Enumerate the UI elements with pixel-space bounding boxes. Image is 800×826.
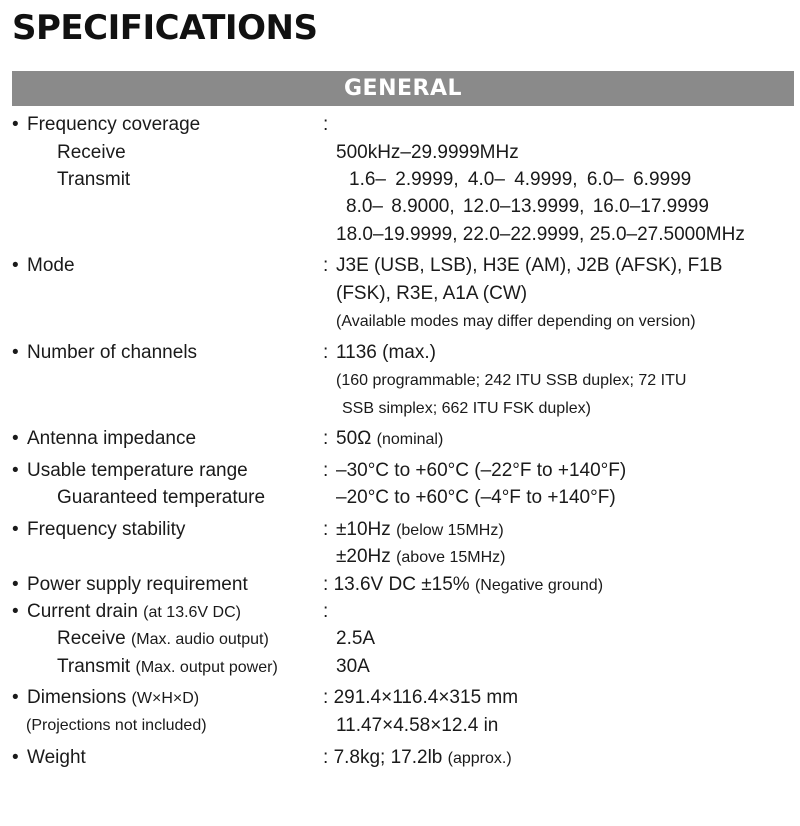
spec-label: • Number of channels <box>12 342 198 363</box>
colon: : <box>323 114 329 135</box>
spec-label: • Current drain (at 13.6V DC) <box>12 601 241 622</box>
channels-value: 1136 (max.) <box>336 342 436 363</box>
spec-label: • Frequency stability <box>12 519 186 540</box>
stability-value: ±10Hz (below 15MHz) <box>336 519 504 540</box>
section-title: GENERAL <box>343 76 462 101</box>
antenna-value: 50Ω (nominal) <box>336 428 444 449</box>
weight-value: : 7.8kg; 17.2lb (approx.) <box>323 747 512 768</box>
colon: : <box>323 342 329 363</box>
stability-value: ±20Hz (above 15MHz) <box>336 546 506 567</box>
spec-label: • Usable temperature range <box>12 460 248 481</box>
mode-note: (Available modes may differ depending on version) <box>336 313 696 330</box>
power-value: : 13.6V DC ±15% (Negative ground) <box>323 574 604 595</box>
mode-value-line: J3E (USB, LSB), H3E (AM), J2B (AFSK), F1B <box>336 255 723 276</box>
spec-label: • Dimensions (W×H×D) <box>12 687 200 708</box>
transmit-label: Transmit <box>57 169 131 190</box>
receive-label: Receive <box>57 142 126 163</box>
spec-label: • Frequency coverage <box>12 114 201 135</box>
channels-note-line: (160 programmable; 242 ITU SSB duplex; 72 ITU <box>336 372 687 389</box>
current-receive-value: 2.5A <box>336 628 376 649</box>
dimensions-note: (Projections not included) <box>26 717 207 734</box>
receive-value: 500kHz–29.9999MHz <box>336 142 519 163</box>
transmit-value-line: 1.6– 2.9999, 4.0– 4.9999, 6.0– 6.9999 <box>349 169 692 190</box>
transmit-value-line: 8.0– 8.9000, 12.0–13.9999, 16.0–17.9999 <box>346 196 709 217</box>
colon: : <box>323 428 329 449</box>
colon: : <box>323 460 329 481</box>
transmit-value-line: 18.0–19.9999, 22.0–22.9999, 25.0–27.5000MHz <box>336 224 745 245</box>
current-transmit-value: 30A <box>336 656 370 677</box>
spec-label: • Antenna impedance <box>12 428 197 449</box>
temperature-value: –30°C to +60°C (–22°F to +140°F) <box>336 460 627 481</box>
current-receive-label: Receive (Max. audio output) <box>57 628 269 649</box>
colon: : <box>323 519 329 540</box>
mode-value-line: (FSK), R3E, A1A (CW) <box>336 283 528 304</box>
dimensions-value-mm: : 291.4×116.4×315 mm <box>323 687 519 708</box>
current-transmit-label: Transmit (Max. output power) <box>57 656 278 677</box>
channels-note-line: SSB simplex; 662 ITU FSK duplex) <box>342 400 591 417</box>
guaranteed-temperature-value: –20°C to +60°C (–4°F to +140°F) <box>336 487 616 508</box>
spec-label: • Power supply requirement <box>12 574 248 595</box>
spec-label: • Weight <box>12 747 86 768</box>
guaranteed-temperature-label: Guaranteed temperature <box>57 487 266 508</box>
spec-label: • Mode <box>12 255 75 276</box>
section-header <box>12 71 794 106</box>
dimensions-value-in: 11.47×4.58×12.4 in <box>336 715 499 736</box>
colon: : <box>323 255 329 276</box>
colon: : <box>323 601 329 622</box>
page-title: SPECIFICATIONS <box>12 8 318 48</box>
